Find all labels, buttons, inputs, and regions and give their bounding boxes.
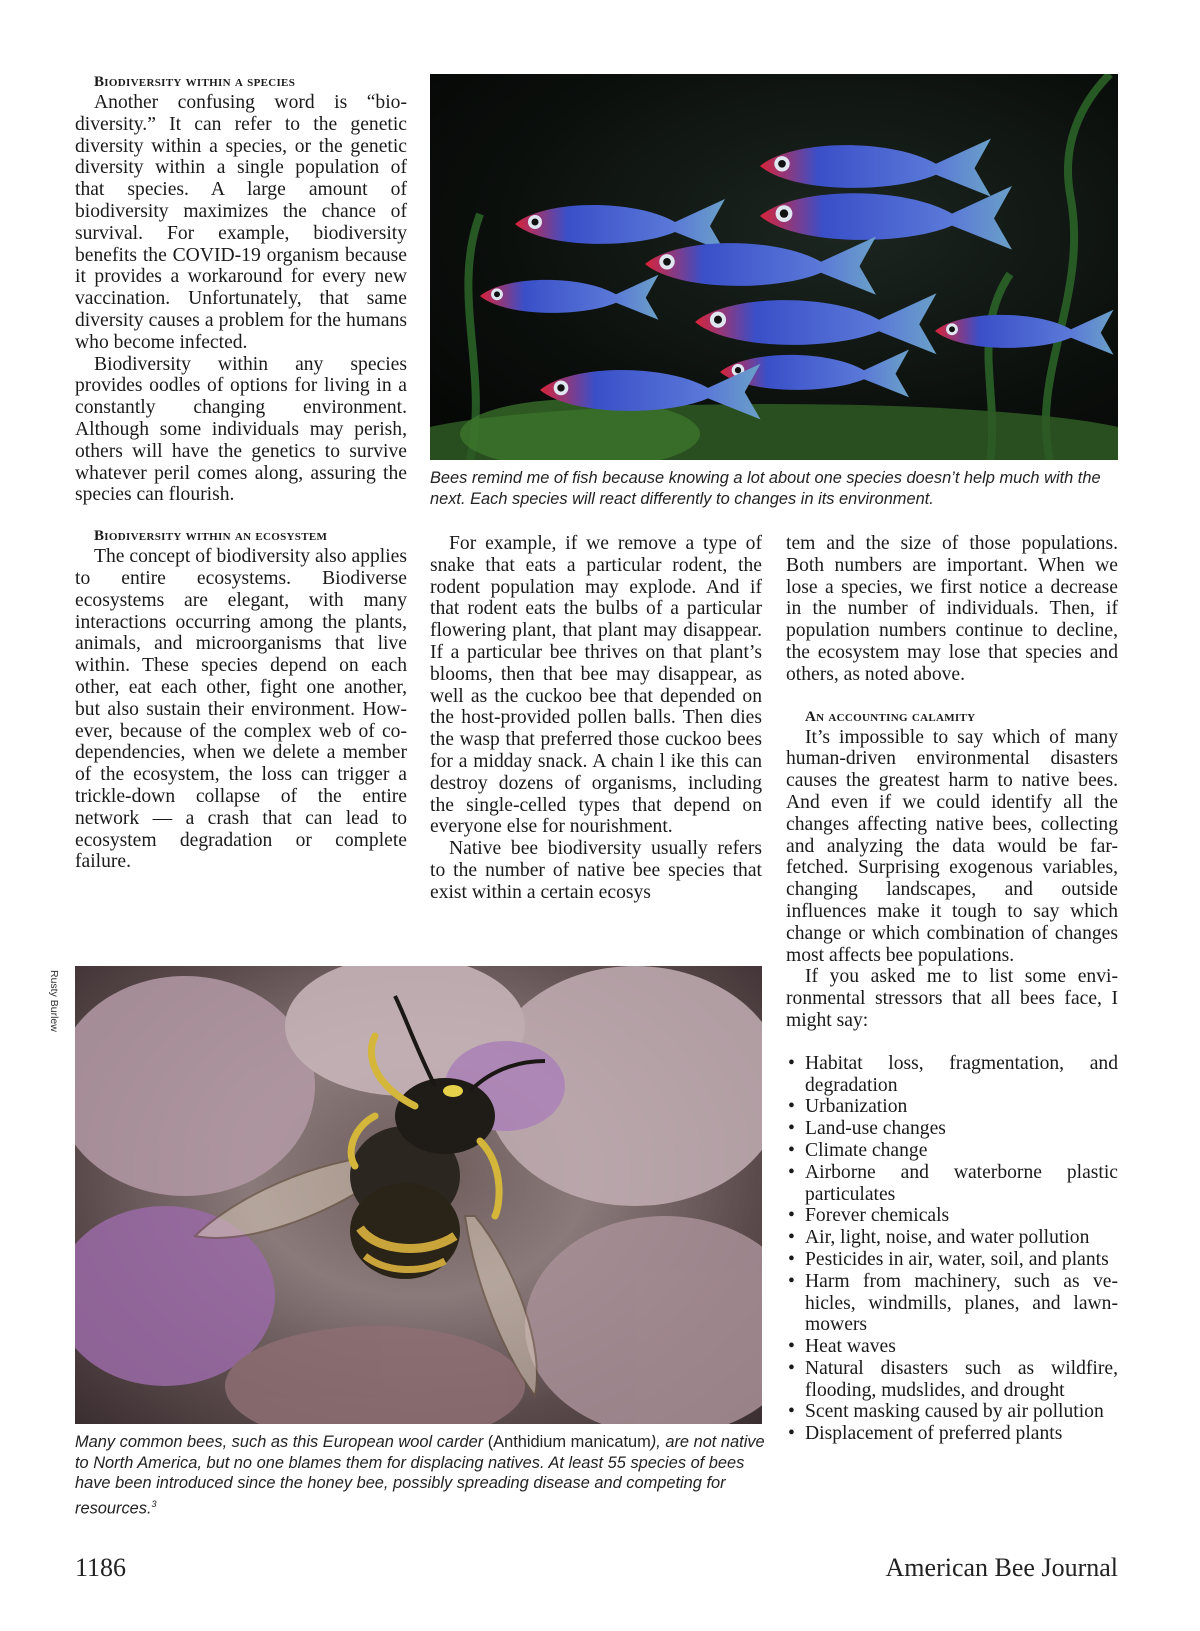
list-item: • Pesticides in air, water, soil, and plants: [786, 1249, 1118, 1271]
bee-illustration: [75, 966, 762, 1424]
species-name: (Anthidium manicatum: [487, 1433, 651, 1451]
heading-biodiversity-ecosystem: Biodiversity within an ecosystem: [94, 528, 328, 545]
heading-biodiversity-species: Biodiversity within a species: [94, 74, 296, 90]
list-item: • Urbanization: [786, 1096, 1118, 1118]
list-item: • Forever chemicals: [786, 1205, 1118, 1227]
column-2: [430, 533, 762, 904]
list-item: • Harm from machinery, such as vehicles, windmills, planes, and lawnmowers: [786, 1271, 1118, 1336]
paragraph: Native bee biodiversity usually refers to the number of native bee species that exist within a certain ecosys: [430, 838, 762, 903]
list-item: • Climate change: [786, 1140, 1118, 1162]
heading-accounting-calamity: An accounting calamity: [805, 708, 976, 725]
fish-illustration: [430, 74, 1118, 460]
fish-photo: [430, 74, 1118, 460]
column-3: [786, 533, 1118, 1445]
footnote-marker: 3: [151, 1498, 157, 1509]
journal-name: American Bee Journal: [885, 1553, 1118, 1582]
list-item: • Scent masking caused by air pollution: [786, 1401, 1118, 1423]
list-item: • Habitat loss, fragmentation, and degradation: [786, 1053, 1118, 1097]
paragraph: The concept of biodiversity also applies to entire ecosystems. Biodiverse ecosystems are elegant, with many interactions occurring among the plants, animals, and microorganisms that live within. These species depend on each other, eat each other, fight one another, but also sustain their environment. However, because of the complex web of co-dependencies, when we delete a member of the ecosystem, the loss can trigger a trickle-down collapse of the entire network — a crash that can lead to ecosystem degradation or complete failure.: [75, 546, 407, 873]
bee-photo: [75, 966, 762, 1424]
fish-photo-caption: Bees remind me of fish because knowing a lot about one species doesn’t help much with the next. Each species will react differently to changes in its environment.: [430, 469, 1101, 508]
paragraph: tem and the size of those populations. Both numbers are important. When we lose a species, we first notice a decrease in the number of individuals. Then, if population numbers continue to decline, the ecosystem may lose that species and others, as noted above.: [786, 533, 1118, 685]
bee-photo-caption: Many common bees, such as this European wool carder (Anthidium manicatum), are not native to North America, but no one blames them for displacing natives. At least 55 species of bees have been introduced since the honey bee, possibly spreading disease and competing for resources.$^3$: [75, 1433, 765, 1517]
paragraph: For example, if we remove a type of snake that eats a particular rodent, the rodent population may explode. And if that rodent eats the bulbs of a particular flowering plant, that plant may disappear. If a particular bee thrives on that plant’s blooms, then that bee may disappear, as well as the cuckoo bee that depended on the host-provided pollen balls. Then dies the wasp that preferred those cuckoo bees for a midday snack. A chain l ike this can destroy dozens of organisms, including the single-celled types that depend on everyone else for nourishment.: [430, 533, 762, 838]
list-item: • Natural disasters such as wildfire, flooding, mudslides, and drought: [786, 1358, 1118, 1402]
stressors-list: [786, 1053, 1118, 1445]
paragraph: If you asked me to list some environmental stressors that all bees face, I might say:: [786, 966, 1118, 1031]
list-item: • Land-use changes: [786, 1118, 1118, 1140]
paragraph: Another confusing word is “biodiversity.” It can refer to the genetic diversity within a species, or the genetic diversity within a single population of that species. A large amount of biodiversity maximizes the chance of survival. For example, biodiversity benefits the COVID-19 organism because it provides a workaround for every new vaccination. Unfortunately, that same diversity causes a problem for the humans who become infected.: [75, 92, 407, 353]
column-1: [75, 72, 407, 873]
paragraph: Biodiversity within any species provides oodles of options for living in a constantly changing environment. Although some individuals may perish, others will have the genetics to survive whatever peril comes along, assuring the species can flourish.: [75, 353, 407, 506]
paragraph: It’s impossible to say which of many human-driven environmental disasters causes the greatest harm to native bees. And even if we could identify all the changes affecting native bees, collecting and analyzing the data would be far-fetched. Surprising exogenous variables, changing landscapes, and outside influences make it tough to say which change or which combination of changes most affects bee populations.: [786, 726, 1118, 966]
list-item: • Air, light, noise, and water pollution: [786, 1227, 1118, 1249]
photo-credit: Rusty Burlew: [48, 970, 60, 1032]
list-item: • Displacement of preferred plants: [786, 1423, 1118, 1445]
list-item: • Airborne and waterborne plastic particulates: [786, 1162, 1118, 1206]
page-number: 1186: [75, 1553, 127, 1582]
list-item: • Heat waves: [786, 1336, 1118, 1358]
